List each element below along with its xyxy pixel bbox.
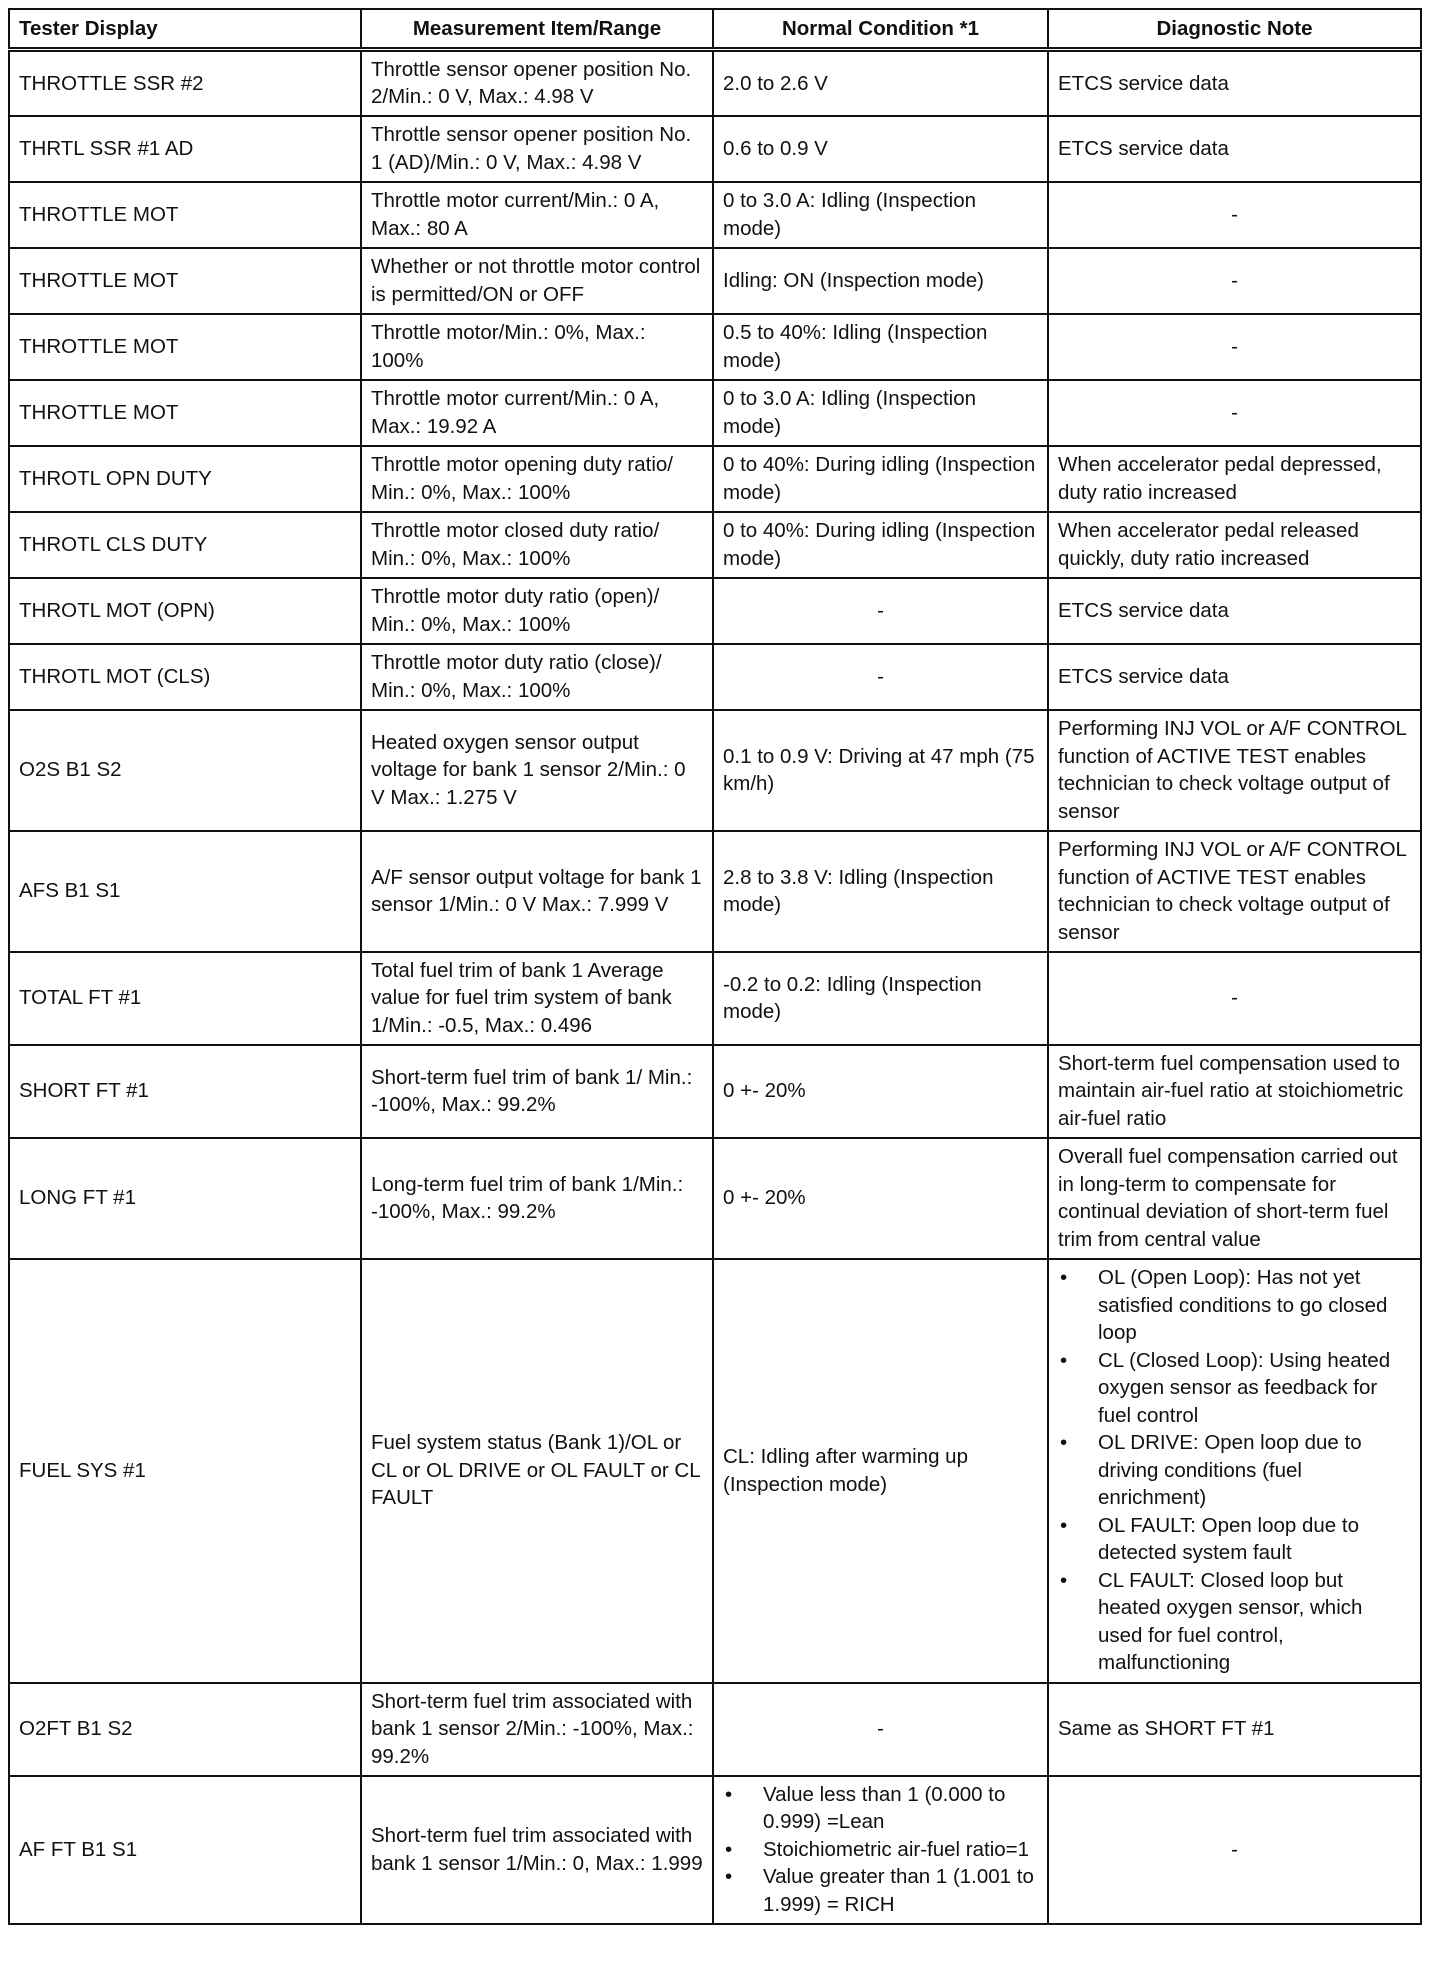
cell-tester-display: O2S B1 S2 (9, 710, 361, 831)
cell-normal-condition: 0.6 to 0.9 V (713, 116, 1048, 182)
cell-tester-display: AF FT B1 S1 (9, 1776, 361, 1924)
cell-measurement: Throttle motor duty ratio (close)/ Min.: 0%, Max.: 100% (361, 644, 713, 710)
cell-tester-display: THROTTLE MOT (9, 380, 361, 446)
cell-normal-condition: 2.0 to 2.6 V (713, 50, 1048, 116)
cell-diagnostic-note: - (1048, 182, 1421, 248)
table-row (9, 1045, 1421, 1138)
list-item: • Stoichiometric air-fuel ratio=1 (723, 1836, 1038, 1864)
cell-normal-condition: 0 to 40%: During idling (Inspection mode) (713, 512, 1048, 578)
header-row (9, 9, 1421, 50)
fuel-system-status-list (1058, 1264, 1411, 1677)
cell-tester-display: THROTL MOT (CLS) (9, 644, 361, 710)
cell-diagnostic-note: ETCS service data (1048, 644, 1421, 710)
list-item: • CL FAULT: Closed loop but heated oxygen sensor, which used for fuel control, malfunctioning (1058, 1567, 1411, 1677)
table-row (9, 50, 1421, 116)
table-row (9, 644, 1421, 710)
cell-normal-condition: - (713, 644, 1048, 710)
header-tester-display: Tester Display (9, 9, 361, 50)
cell-measurement: Long-term fuel trim of bank 1/Min.: -100%, Max.: 99.2% (361, 1138, 713, 1259)
cell-tester-display: SHORT FT #1 (9, 1045, 361, 1138)
table-row (9, 1138, 1421, 1259)
cell-tester-display: THRTL SSR #1 AD (9, 116, 361, 182)
cell-tester-display: O2FT B1 S2 (9, 1683, 361, 1776)
cell-diagnostic-note: - (1048, 952, 1421, 1045)
list-item: • OL FAULT: Open loop due to detected system fault (1058, 1512, 1411, 1567)
header-diagnostic-note: Diagnostic Note (1048, 9, 1421, 50)
cell-normal-condition: 0 +- 20% (713, 1045, 1048, 1138)
cell-measurement: Short-term fuel trim associated with bank 1 sensor 2/Min.: -100%, Max.: 99.2% (361, 1683, 713, 1776)
cell-measurement: Throttle sensor opener position No. 1 (AD)/Min.: 0 V, Max.: 4.98 V (361, 116, 713, 182)
cell-tester-display: THROTL OPN DUTY (9, 446, 361, 512)
cell-measurement: Short-term fuel trim associated with bank 1 sensor 1/Min.: 0, Max.: 1.999 (361, 1776, 713, 1924)
cell-diagnostic-note: When accelerator pedal depressed, duty ratio increased (1048, 446, 1421, 512)
page (8, 8, 1420, 1925)
cell-tester-display: THROTTLE SSR #2 (9, 50, 361, 116)
cell-normal-condition: - (713, 578, 1048, 644)
cell-measurement: Throttle motor current/Min.: 0 A, Max.: 19.92 A (361, 380, 713, 446)
cell-normal-condition: CL: Idling after warming up (Inspection mode) (713, 1259, 1048, 1683)
table-row (9, 248, 1421, 314)
cell-normal-condition: 0 to 40%: During idling (Inspection mode) (713, 446, 1048, 512)
cell-normal-condition: 0 to 3.0 A: Idling (Inspection mode) (713, 380, 1048, 446)
cell-diagnostic-note: - (1048, 1776, 1421, 1924)
table-row (9, 512, 1421, 578)
cell-measurement: Throttle sensor opener position No. 2/Min.: 0 V, Max.: 4.98 V (361, 50, 713, 116)
table-row (9, 578, 1421, 644)
cell-diagnostic-note: - (1048, 248, 1421, 314)
table-row (9, 1683, 1421, 1776)
cell-normal-condition (713, 1776, 1048, 1924)
cell-measurement: Throttle motor/Min.: 0%, Max.: 100% (361, 314, 713, 380)
cell-measurement: Short-term fuel trim of bank 1/ Min.: -100%, Max.: 99.2% (361, 1045, 713, 1138)
table-row (9, 380, 1421, 446)
cell-diagnostic-note: Same as SHORT FT #1 (1048, 1683, 1421, 1776)
cell-diagnostic-note: Performing INJ VOL or A/F CONTROL function of ACTIVE TEST enables technician to check voltage output of sensor (1048, 710, 1421, 831)
cell-tester-display: FUEL SYS #1 (9, 1259, 361, 1683)
cell-measurement: Throttle motor current/Min.: 0 A, Max.: 80 A (361, 182, 713, 248)
cell-diagnostic-note: - (1048, 380, 1421, 446)
cell-measurement: Throttle motor duty ratio (open)/ Min.: 0%, Max.: 100% (361, 578, 713, 644)
cell-tester-display: THROTTLE MOT (9, 248, 361, 314)
cell-normal-condition: Idling: ON (Inspection mode) (713, 248, 1048, 314)
cell-diagnostic-note (1048, 1259, 1421, 1683)
table-row (9, 314, 1421, 380)
cell-measurement: Whether or not throttle motor control is permitted/ON or OFF (361, 248, 713, 314)
table-row (9, 116, 1421, 182)
table-row (9, 182, 1421, 248)
data-list-table (8, 8, 1422, 1925)
table-row (9, 831, 1421, 952)
cell-measurement: Fuel system status (Bank 1)/OL or CL or OL DRIVE or OL FAULT or CL FAULT (361, 1259, 713, 1683)
cell-measurement: Throttle motor closed duty ratio/ Min.: 0%, Max.: 100% (361, 512, 713, 578)
cell-tester-display: TOTAL FT #1 (9, 952, 361, 1045)
cell-diagnostic-note: Overall fuel compensation carried out in long-term to compensate for continual deviation of short-term fuel trim from central value (1048, 1138, 1421, 1259)
cell-diagnostic-note: ETCS service data (1048, 50, 1421, 116)
header-normal-condition: Normal Condition *1 (713, 9, 1048, 50)
cell-diagnostic-note: ETCS service data (1048, 578, 1421, 644)
cell-normal-condition: 0.1 to 0.9 V: Driving at 47 mph (75 km/h) (713, 710, 1048, 831)
cell-normal-condition: 0.5 to 40%: Idling (Inspection mode) (713, 314, 1048, 380)
cell-normal-condition: 0 +- 20% (713, 1138, 1048, 1259)
air-fuel-ratio-list (723, 1781, 1038, 1919)
cell-normal-condition: - (713, 1683, 1048, 1776)
cell-diagnostic-note: When accelerator pedal released quickly, duty ratio increased (1048, 512, 1421, 578)
list-item: • CL (Closed Loop): Using heated oxygen sensor as feedback for fuel control (1058, 1347, 1411, 1430)
cell-normal-condition: 2.8 to 3.8 V: Idling (Inspection mode) (713, 831, 1048, 952)
cell-normal-condition: -0.2 to 0.2: Idling (Inspection mode) (713, 952, 1048, 1045)
cell-diagnostic-note: - (1048, 314, 1421, 380)
header-measurement: Measurement Item/Range (361, 9, 713, 50)
table-row (9, 446, 1421, 512)
list-item: • OL (Open Loop): Has not yet satisfied conditions to go closed loop (1058, 1264, 1411, 1347)
table-row (9, 952, 1421, 1045)
table-row (9, 710, 1421, 831)
list-item: • Value greater than 1 (1.001 to 1.999) = RICH (723, 1863, 1038, 1918)
list-item: • OL DRIVE: Open loop due to driving conditions (fuel enrichment) (1058, 1429, 1411, 1512)
cell-diagnostic-note: Short-term fuel compensation used to maintain air-fuel ratio at stoichiometric air-fuel ratio (1048, 1045, 1421, 1138)
cell-normal-condition: 0 to 3.0 A: Idling (Inspection mode) (713, 182, 1048, 248)
cell-diagnostic-note: ETCS service data (1048, 116, 1421, 182)
cell-tester-display: THROTL MOT (OPN) (9, 578, 361, 644)
table-row (9, 1259, 1421, 1683)
cell-diagnostic-note: Performing INJ VOL or A/F CONTROL function of ACTIVE TEST enables technician to check voltage output of sensor (1048, 831, 1421, 952)
cell-tester-display: THROTTLE MOT (9, 182, 361, 248)
cell-measurement: A/F sensor output voltage for bank 1 sensor 1/Min.: 0 V Max.: 7.999 V (361, 831, 713, 952)
cell-measurement: Heated oxygen sensor output voltage for bank 1 sensor 2/Min.: 0 V Max.: 1.275 V (361, 710, 713, 831)
cell-tester-display: THROTTLE MOT (9, 314, 361, 380)
cell-measurement: Throttle motor opening duty ratio/ Min.: 0%, Max.: 100% (361, 446, 713, 512)
cell-tester-display: AFS B1 S1 (9, 831, 361, 952)
table-row (9, 1776, 1421, 1924)
cell-tester-display: LONG FT #1 (9, 1138, 361, 1259)
cell-tester-display: THROTL CLS DUTY (9, 512, 361, 578)
cell-measurement: Total fuel trim of bank 1 Average value for fuel trim system of bank 1/Min.: -0.5, Max.: 0.496 (361, 952, 713, 1045)
list-item: • Value less than 1 (0.000 to 0.999) =Lean (723, 1781, 1038, 1836)
